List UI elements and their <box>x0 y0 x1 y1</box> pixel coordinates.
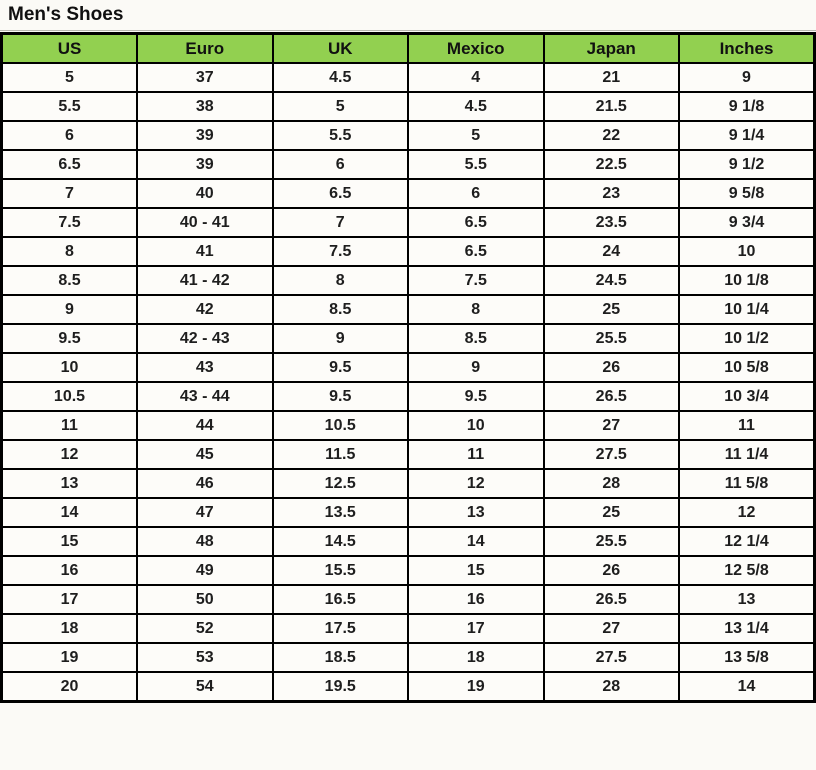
table-cell: 9 3/4 <box>679 208 815 237</box>
table-cell: 28 <box>544 469 680 498</box>
table-cell: 9 5/8 <box>679 179 815 208</box>
table-row <box>2 266 815 295</box>
table-cell: 43 - 44 <box>137 382 273 411</box>
table-row <box>2 92 815 121</box>
table-cell: 4.5 <box>273 63 409 92</box>
table-cell: 26 <box>544 556 680 585</box>
table-cell: 11 <box>2 411 138 440</box>
table-cell: 13 <box>679 585 815 614</box>
table-cell: 14 <box>679 672 815 702</box>
table-row <box>2 498 815 527</box>
table-cell: 11 5/8 <box>679 469 815 498</box>
table-cell: 9 <box>679 63 815 92</box>
table-cell: 9 <box>408 353 544 382</box>
table-cell: 26.5 <box>544 585 680 614</box>
table-cell: 24.5 <box>544 266 680 295</box>
table-cell: 39 <box>137 150 273 179</box>
table-cell: 9.5 <box>408 382 544 411</box>
table-row <box>2 585 815 614</box>
table-cell: 9.5 <box>273 353 409 382</box>
table-cell: 19 <box>408 672 544 702</box>
table-cell: 6 <box>2 121 138 150</box>
table-cell: 53 <box>137 643 273 672</box>
table-cell: 10.5 <box>273 411 409 440</box>
table-cell: 9 1/8 <box>679 92 815 121</box>
table-cell: 9.5 <box>2 324 138 353</box>
table-cell: 24 <box>544 237 680 266</box>
table-row <box>2 150 815 179</box>
table-cell: 8.5 <box>273 295 409 324</box>
table-cell: 38 <box>137 92 273 121</box>
table-cell: 6.5 <box>273 179 409 208</box>
table-cell: 13 <box>2 469 138 498</box>
column-header-inches: Inches <box>679 34 815 64</box>
table-cell: 28 <box>544 672 680 702</box>
table-cell: 6.5 <box>408 208 544 237</box>
table-cell: 25.5 <box>544 324 680 353</box>
table-row <box>2 556 815 585</box>
table-cell: 8 <box>2 237 138 266</box>
table-cell: 7.5 <box>408 266 544 295</box>
table-cell: 11 <box>408 440 544 469</box>
table-cell: 7.5 <box>2 208 138 237</box>
table-cell: 7 <box>273 208 409 237</box>
table-cell: 8.5 <box>2 266 138 295</box>
table-row <box>2 614 815 643</box>
table-row <box>2 527 815 556</box>
table-row <box>2 63 815 92</box>
table-cell: 11 <box>679 411 815 440</box>
table-cell: 25.5 <box>544 527 680 556</box>
table-cell: 18.5 <box>273 643 409 672</box>
page-title: Men's Shoes <box>8 4 124 25</box>
table-row <box>2 469 815 498</box>
table-cell: 19.5 <box>273 672 409 702</box>
table-cell: 13 <box>408 498 544 527</box>
table-cell: 42 <box>137 295 273 324</box>
table-cell: 21.5 <box>544 92 680 121</box>
table-cell: 17 <box>2 585 138 614</box>
table-cell: 12 <box>2 440 138 469</box>
table-cell: 44 <box>137 411 273 440</box>
column-header-mexico: Mexico <box>408 34 544 64</box>
table-cell: 49 <box>137 556 273 585</box>
table-cell: 40 - 41 <box>137 208 273 237</box>
table-row <box>2 121 815 150</box>
table-cell: 6.5 <box>408 237 544 266</box>
table-cell: 9 1/4 <box>679 121 815 150</box>
table-cell: 13 1/4 <box>679 614 815 643</box>
table-cell: 48 <box>137 527 273 556</box>
table-cell: 4 <box>408 63 544 92</box>
table-cell: 41 <box>137 237 273 266</box>
table-cell: 5 <box>408 121 544 150</box>
table-cell: 21 <box>544 63 680 92</box>
table-cell: 5.5 <box>408 150 544 179</box>
table-row <box>2 208 815 237</box>
table-cell: 5.5 <box>2 92 138 121</box>
table-cell: 6.5 <box>2 150 138 179</box>
table-cell: 7.5 <box>273 237 409 266</box>
table-cell: 12 <box>408 469 544 498</box>
table-cell: 8.5 <box>408 324 544 353</box>
table-cell: 9 1/2 <box>679 150 815 179</box>
table-cell: 19 <box>2 643 138 672</box>
table-row <box>2 643 815 672</box>
table-cell: 16.5 <box>273 585 409 614</box>
table-cell: 39 <box>137 121 273 150</box>
table-cell: 25 <box>544 498 680 527</box>
table-cell: 10 <box>408 411 544 440</box>
table-cell: 23 <box>544 179 680 208</box>
table-cell: 10 1/8 <box>679 266 815 295</box>
table-cell: 27.5 <box>544 440 680 469</box>
table-cell: 10.5 <box>2 382 138 411</box>
table-cell: 15.5 <box>273 556 409 585</box>
table-cell: 12 1/4 <box>679 527 815 556</box>
table-cell: 10 1/2 <box>679 324 815 353</box>
table-cell: 22.5 <box>544 150 680 179</box>
table-cell: 46 <box>137 469 273 498</box>
table-cell: 18 <box>2 614 138 643</box>
table-cell: 8 <box>273 266 409 295</box>
table-cell: 42 - 43 <box>137 324 273 353</box>
table-cell: 17 <box>408 614 544 643</box>
table-cell: 47 <box>137 498 273 527</box>
table-cell: 13.5 <box>273 498 409 527</box>
table-cell: 6 <box>408 179 544 208</box>
table-cell: 5.5 <box>273 121 409 150</box>
table-cell: 26.5 <box>544 382 680 411</box>
table-cell: 27 <box>544 411 680 440</box>
table-cell: 10 5/8 <box>679 353 815 382</box>
table-cell: 9 <box>273 324 409 353</box>
table-cell: 52 <box>137 614 273 643</box>
table-cell: 41 - 42 <box>137 266 273 295</box>
table-cell: 14 <box>408 527 544 556</box>
table-cell: 7 <box>2 179 138 208</box>
table-cell: 10 <box>2 353 138 382</box>
table-cell: 23.5 <box>544 208 680 237</box>
table-cell: 37 <box>137 63 273 92</box>
table-cell: 9.5 <box>273 382 409 411</box>
table-cell: 13 5/8 <box>679 643 815 672</box>
table-cell: 12 5/8 <box>679 556 815 585</box>
table-cell: 25 <box>544 295 680 324</box>
table-row <box>2 295 815 324</box>
table-cell: 16 <box>2 556 138 585</box>
table-cell: 8 <box>408 295 544 324</box>
column-header-japan: Japan <box>544 34 680 64</box>
table-cell: 43 <box>137 353 273 382</box>
table-row <box>2 237 815 266</box>
table-row <box>2 440 815 469</box>
table-cell: 26 <box>544 353 680 382</box>
table-cell: 45 <box>137 440 273 469</box>
table-cell: 4.5 <box>408 92 544 121</box>
table-row <box>2 179 815 208</box>
shoe-size-conversion-table <box>0 32 816 703</box>
table-row <box>2 672 815 702</box>
table-cell: 6 <box>273 150 409 179</box>
table-body <box>2 63 815 702</box>
table-cell: 50 <box>137 585 273 614</box>
table-cell: 9 <box>2 295 138 324</box>
table-cell: 15 <box>2 527 138 556</box>
table-row <box>2 324 815 353</box>
table-cell: 27 <box>544 614 680 643</box>
table-cell: 40 <box>137 179 273 208</box>
table-cell: 10 <box>679 237 815 266</box>
table-cell: 15 <box>408 556 544 585</box>
table-cell: 14.5 <box>273 527 409 556</box>
column-header-uk: UK <box>273 34 409 64</box>
table-cell: 14 <box>2 498 138 527</box>
header-row <box>2 34 815 64</box>
title-divider <box>0 30 816 31</box>
table-cell: 17.5 <box>273 614 409 643</box>
table-cell: 11 1/4 <box>679 440 815 469</box>
table-cell: 5 <box>273 92 409 121</box>
table-cell: 16 <box>408 585 544 614</box>
table-row <box>2 382 815 411</box>
table-cell: 27.5 <box>544 643 680 672</box>
table-cell: 10 1/4 <box>679 295 815 324</box>
table-cell: 10 3/4 <box>679 382 815 411</box>
column-header-us: US <box>2 34 138 64</box>
column-header-euro: Euro <box>137 34 273 64</box>
table-row <box>2 353 815 382</box>
table-cell: 20 <box>2 672 138 702</box>
table-cell: 18 <box>408 643 544 672</box>
table-row <box>2 411 815 440</box>
table-cell: 12.5 <box>273 469 409 498</box>
table-cell: 11.5 <box>273 440 409 469</box>
table-cell: 22 <box>544 121 680 150</box>
table-cell: 54 <box>137 672 273 702</box>
table-cell: 5 <box>2 63 138 92</box>
table-header <box>2 34 815 64</box>
table-cell: 12 <box>679 498 815 527</box>
